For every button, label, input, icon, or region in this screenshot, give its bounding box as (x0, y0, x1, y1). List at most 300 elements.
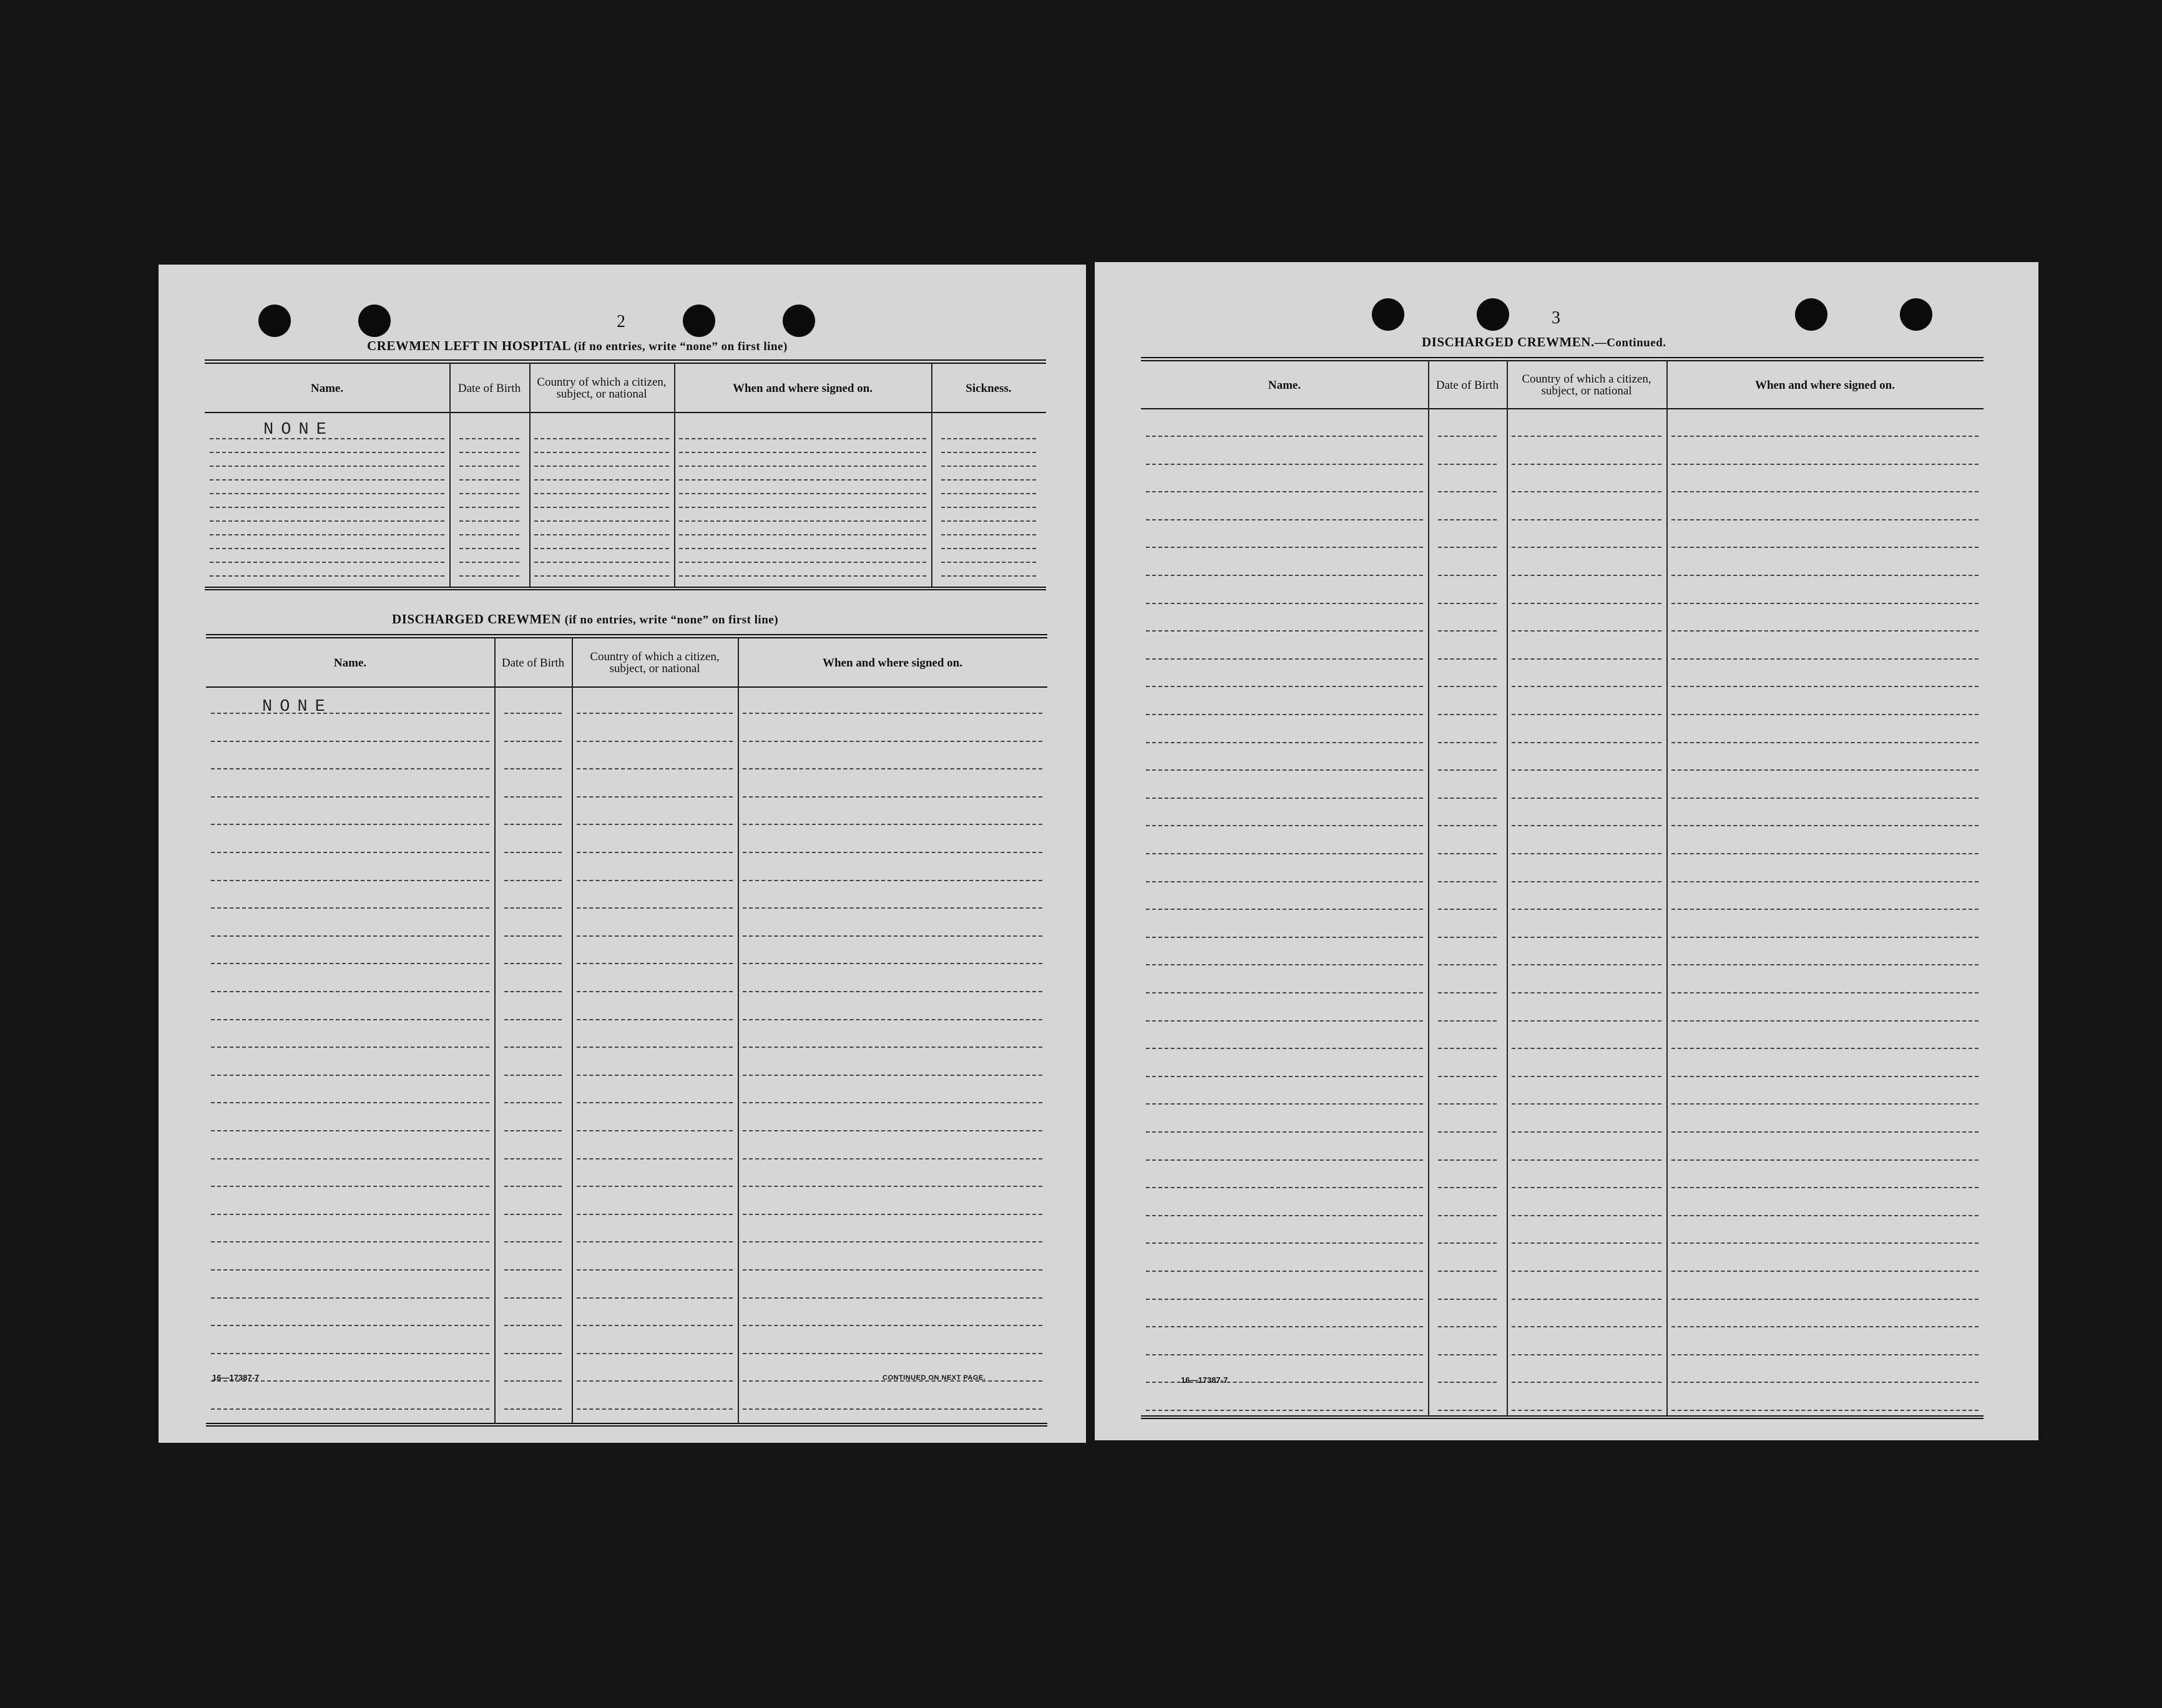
ruled-line (577, 935, 733, 937)
ruled-line (1671, 658, 1979, 660)
ruled-line (1671, 853, 1979, 854)
ruled-line (743, 1075, 1042, 1076)
ruled-line (1438, 1326, 1497, 1327)
ruled-line (210, 479, 444, 481)
ruled-line (1512, 630, 1661, 632)
ruled-line (743, 1158, 1042, 1159)
ruled-line (679, 575, 926, 577)
ruled-line (211, 1269, 489, 1271)
ruled-line (1671, 1382, 1979, 1383)
ruled-line (1512, 909, 1661, 910)
ruled-line (1671, 1103, 1979, 1105)
ruled-line (1512, 798, 1661, 799)
ruled-line (743, 796, 1042, 798)
ruled-line (1146, 630, 1423, 632)
ruled-line (1438, 964, 1497, 965)
ruled-line (941, 534, 1036, 535)
ruled-line (679, 562, 926, 563)
ruled-line (504, 1380, 562, 1382)
ruled-line (941, 575, 1036, 577)
ruled-line (941, 479, 1036, 481)
ruled-line (743, 1186, 1042, 1187)
ruled-line (577, 1214, 733, 1215)
ruled-line (743, 1214, 1042, 1215)
discharged-table (206, 634, 1047, 1427)
ruled-line (210, 520, 444, 522)
ruled-line (1438, 714, 1497, 715)
ruled-line (577, 1186, 733, 1187)
section-title (1422, 334, 1666, 350)
ruled-line (1512, 1076, 1661, 1077)
ruled-line (459, 452, 519, 453)
ruled-line (1438, 992, 1497, 993)
ruled-line (1146, 519, 1423, 520)
ruled-line (577, 1019, 733, 1020)
ruled-line (1146, 1215, 1423, 1216)
ruled-line (743, 1408, 1042, 1410)
ruled-line (1146, 1131, 1423, 1133)
ruled-line (534, 562, 669, 563)
ruled-line (577, 1158, 733, 1159)
ruled-line (743, 880, 1042, 881)
ruled-line (534, 507, 669, 508)
ruled-line (577, 1408, 733, 1410)
ruled-line (1512, 1159, 1661, 1161)
ruled-line (1146, 603, 1423, 604)
ruled-line (1671, 825, 1979, 826)
ruled-line (1671, 575, 1979, 576)
ruled-line (743, 1102, 1042, 1103)
ruled-line (743, 935, 1042, 937)
ruled-line (1438, 825, 1497, 826)
ruled-line (504, 1186, 562, 1187)
ruled-line (534, 438, 669, 439)
ruled-line (534, 520, 669, 522)
ruled-line (743, 991, 1042, 992)
ruled-line (1671, 603, 1979, 604)
ruled-line (1438, 798, 1497, 799)
ruled-line (534, 548, 669, 549)
ruled-line (211, 935, 489, 937)
header-dob: Date of Birth (501, 656, 565, 670)
ruled-line (1438, 1020, 1497, 1022)
ruled-line (679, 479, 926, 481)
ruled-line (1671, 992, 1979, 993)
ruled-line (1438, 575, 1497, 576)
ruled-line (1146, 491, 1423, 492)
table-top-rule (206, 634, 1047, 638)
ruled-line (577, 963, 733, 964)
ruled-line (743, 1297, 1042, 1299)
ruled-line (211, 713, 489, 714)
ruled-line (211, 1186, 489, 1187)
ruled-line (1671, 1242, 1979, 1244)
ruled-line (1438, 1215, 1497, 1216)
column-divider (494, 638, 496, 1423)
ruled-line (211, 1130, 489, 1131)
ruled-line (504, 713, 562, 714)
ruled-line (1512, 964, 1661, 965)
ruled-line (504, 1158, 562, 1159)
ruled-line (210, 562, 444, 563)
punch-hole (1900, 298, 1932, 331)
ruled-line (1512, 1242, 1661, 1244)
ruled-line (1438, 1103, 1497, 1105)
ruled-line (679, 507, 926, 508)
ruled-line (459, 438, 519, 439)
ruled-line (1512, 853, 1661, 854)
ruled-line (577, 1269, 733, 1271)
ruled-line (459, 575, 519, 577)
ruled-line (1512, 937, 1661, 938)
table-top-rule (205, 359, 1046, 364)
ruled-line (210, 507, 444, 508)
ruled-line (1512, 1382, 1661, 1383)
ruled-line (1438, 1271, 1497, 1272)
ruled-line (1671, 881, 1979, 882)
ruled-line (504, 1047, 562, 1048)
ruled-line (1146, 1299, 1423, 1300)
column-divider (572, 638, 573, 1423)
ruled-line (211, 1241, 489, 1242)
ruled-line (1512, 1103, 1661, 1105)
ruled-line (1146, 1020, 1423, 1022)
ruled-line (1512, 547, 1661, 548)
ruled-line (211, 1158, 489, 1159)
ruled-line (211, 852, 489, 853)
ruled-line (1438, 464, 1497, 465)
table-bottom-rule (1141, 1415, 1983, 1419)
punch-hole (358, 305, 391, 337)
header-country: Country of which a citizen, subject, or national (1522, 373, 1651, 398)
ruled-line (941, 520, 1036, 522)
header-signed-on: When and where signed on. (822, 656, 962, 670)
ruled-line (211, 1047, 489, 1048)
ruled-line (1146, 436, 1423, 437)
ruled-line (1671, 714, 1979, 715)
header-dob: Date of Birth (457, 381, 521, 395)
ruled-line (941, 438, 1036, 439)
section-title-text: DISCHARGED CREWMEN. (1422, 334, 1595, 349)
ruled-line (743, 768, 1042, 769)
ruled-line (1438, 1382, 1497, 1383)
ruled-line (577, 1130, 733, 1131)
ruled-line (577, 768, 733, 769)
ruled-line (577, 824, 733, 825)
ruled-line (577, 1102, 733, 1103)
discharged-continued-table (1141, 357, 1983, 1419)
ruled-line (1512, 1215, 1661, 1216)
ruled-line (1438, 1242, 1497, 1244)
ruled-line (211, 1214, 489, 1215)
header-name: Name. (1268, 378, 1301, 392)
ruled-line (210, 466, 444, 467)
ruled-line (504, 1102, 562, 1103)
ruled-line (1146, 937, 1423, 938)
ruled-line (504, 1269, 562, 1271)
ruled-line (1146, 909, 1423, 910)
ruled-line (743, 824, 1042, 825)
ruled-line (1438, 1410, 1497, 1411)
ruled-line (941, 562, 1036, 563)
header-name: Name. (333, 656, 367, 670)
ruled-line (504, 796, 562, 798)
ruled-line (504, 1130, 562, 1131)
ruled-line (211, 1353, 489, 1354)
ruled-line (459, 520, 519, 522)
ruled-line (1512, 825, 1661, 826)
ruled-line (1512, 436, 1661, 437)
hospital-table (205, 359, 1046, 590)
ruled-line (211, 796, 489, 798)
ruled-line (1512, 1187, 1661, 1188)
column-divider (1507, 361, 1508, 1415)
ruled-line (679, 452, 926, 453)
ruled-line (504, 1408, 562, 1410)
column-divider (738, 638, 739, 1423)
hospital-entry-value: NONE (263, 421, 334, 439)
ruled-line (1438, 686, 1497, 687)
ruled-line (1512, 464, 1661, 465)
ruled-line (1146, 1187, 1423, 1188)
ruled-line (1671, 769, 1979, 771)
ruled-line (1671, 630, 1979, 632)
header-dob: Date of Birth (1436, 378, 1499, 392)
ruled-line (210, 493, 444, 494)
ruled-line (1146, 686, 1423, 687)
section-title-text: DISCHARGED CREWMEN (392, 612, 561, 627)
ruled-line (210, 548, 444, 549)
ruled-line (1438, 742, 1497, 743)
ruled-line (459, 562, 519, 563)
ruled-line (1671, 1410, 1979, 1411)
ruled-line (1146, 742, 1423, 743)
ruled-line (679, 466, 926, 467)
ruled-line (211, 907, 489, 909)
column-divider (1666, 361, 1668, 1415)
ruled-line (1671, 464, 1979, 465)
ruled-line (1512, 742, 1661, 743)
page-number: 2 (617, 312, 625, 331)
ruled-line (504, 824, 562, 825)
ruled-line (534, 493, 669, 494)
header-signed-on: When and where signed on. (1754, 378, 1895, 392)
punch-hole (783, 305, 815, 337)
ruled-line (1438, 881, 1497, 882)
ruled-line (941, 452, 1036, 453)
ruled-line (679, 534, 926, 535)
hospital-section-title (367, 338, 788, 354)
ruled-line (1438, 909, 1497, 910)
header-sickness: Sickness. (966, 381, 1012, 395)
ruled-line (1671, 547, 1979, 548)
ruled-line (1671, 1271, 1979, 1272)
ruled-line (1512, 1048, 1661, 1049)
ruled-line (1671, 1076, 1979, 1077)
ruled-line (743, 1019, 1042, 1020)
ruled-line (1146, 658, 1423, 660)
ruled-line (679, 548, 926, 549)
ruled-line (534, 575, 669, 577)
ruled-line (504, 852, 562, 853)
ruled-line (504, 1241, 562, 1242)
ruled-line (743, 1325, 1042, 1326)
ruled-line (1146, 547, 1423, 548)
table-bottom-rule (206, 1423, 1047, 1427)
ruled-line (577, 907, 733, 909)
ruled-line (459, 507, 519, 508)
ruled-line (1146, 1326, 1423, 1327)
ruled-line (1438, 937, 1497, 938)
continued-note: CONTINUED ON NEXT PAGE. (883, 1374, 986, 1382)
header-name: Name. (310, 381, 344, 395)
ruled-line (504, 1019, 562, 1020)
section-instruction: (if no entries, write “none” on first line) (564, 613, 779, 627)
ruled-line (1438, 1159, 1497, 1161)
ruled-line (679, 438, 926, 439)
ruled-line (504, 1353, 562, 1354)
ruled-line (1146, 853, 1423, 854)
ruled-line (743, 713, 1042, 714)
ruled-line (743, 1353, 1042, 1354)
ruled-line (941, 548, 1036, 549)
ruled-line (1438, 603, 1497, 604)
ruled-line (577, 796, 733, 798)
table-header-rule (206, 686, 1047, 688)
ruled-line (577, 741, 733, 742)
ruled-line (210, 452, 444, 453)
ruled-line (743, 1269, 1042, 1271)
ruled-line (504, 963, 562, 964)
ruled-line (210, 575, 444, 577)
ruled-line (211, 741, 489, 742)
ruled-line (1671, 798, 1979, 799)
ruled-line (1438, 1299, 1497, 1300)
ruled-line (577, 1325, 733, 1326)
ruled-line (1512, 992, 1661, 993)
ruled-line (1512, 686, 1661, 687)
ruled-line (1671, 937, 1979, 938)
form-number: 16—17387-7 (1181, 1375, 1228, 1385)
ruled-line (1512, 769, 1661, 771)
ruled-line (534, 466, 669, 467)
left-page (159, 265, 1086, 1443)
ruled-line (577, 991, 733, 992)
ruled-line (1671, 742, 1979, 743)
ruled-line (1671, 1215, 1979, 1216)
ruled-line (1146, 1242, 1423, 1244)
ruled-line (679, 493, 926, 494)
ruled-line (1146, 1048, 1423, 1049)
ruled-line (1512, 1020, 1661, 1022)
ruled-line (743, 1241, 1042, 1242)
ruled-line (1671, 964, 1979, 965)
ruled-line (1512, 1410, 1661, 1411)
ruled-line (211, 768, 489, 769)
ruled-line (211, 1019, 489, 1020)
ruled-line (1671, 519, 1979, 520)
ruled-line (743, 1047, 1042, 1048)
ruled-line (504, 880, 562, 881)
ruled-line (1671, 1187, 1979, 1188)
ruled-line (1671, 1131, 1979, 1133)
ruled-line (534, 534, 669, 535)
ruled-line (459, 479, 519, 481)
section-title-suffix: —Continued. (1594, 336, 1666, 349)
ruled-line (1438, 547, 1497, 548)
ruled-line (211, 991, 489, 992)
ruled-line (1146, 769, 1423, 771)
ruled-line (941, 507, 1036, 508)
form-number: 16—17387-7 (212, 1373, 260, 1382)
ruled-line (459, 466, 519, 467)
ruled-line (1146, 1103, 1423, 1105)
ruled-line (504, 991, 562, 992)
ruled-line (941, 493, 1036, 494)
ruled-line (1512, 1354, 1661, 1355)
ruled-line (504, 741, 562, 742)
punch-hole (1477, 298, 1509, 331)
ruled-line (1671, 1048, 1979, 1049)
ruled-line (210, 534, 444, 535)
ruled-line (1146, 714, 1423, 715)
ruled-line (1146, 1271, 1423, 1272)
ruled-line (577, 1353, 733, 1354)
ruled-line (1671, 1354, 1979, 1355)
ruled-line (1438, 853, 1497, 854)
ruled-line (577, 1075, 733, 1076)
ruled-line (1146, 575, 1423, 576)
ruled-line (1438, 436, 1497, 437)
ruled-line (1438, 1187, 1497, 1188)
ruled-line (577, 1380, 733, 1382)
ruled-line (1146, 992, 1423, 993)
ruled-line (743, 907, 1042, 909)
ruled-line (1146, 798, 1423, 799)
ruled-line (211, 824, 489, 825)
ruled-line (1671, 491, 1979, 492)
ruled-line (1512, 603, 1661, 604)
section-title-text: CREWMEN LEFT IN HOSPITAL (367, 338, 570, 353)
ruled-line (1438, 1076, 1497, 1077)
ruled-line (577, 1047, 733, 1048)
punch-hole (683, 305, 715, 337)
ruled-line (743, 963, 1042, 964)
ruled-line (504, 1075, 562, 1076)
table-bottom-rule (205, 587, 1046, 590)
column-divider (529, 363, 531, 587)
ruled-line (1146, 1354, 1423, 1355)
ruled-line (1146, 1410, 1423, 1411)
ruled-line (1438, 491, 1497, 492)
ruled-line (211, 1408, 489, 1410)
ruled-line (577, 1297, 733, 1299)
ruled-line (1438, 1048, 1497, 1049)
section-instruction: (if no entries, write “none” on first line) (574, 340, 788, 353)
page-number: 3 (1552, 308, 1560, 328)
ruled-line (743, 1130, 1042, 1131)
header-country: Country of which a citizen, subject, or national (590, 650, 720, 675)
ruled-line (211, 1297, 489, 1299)
ruled-line (1671, 436, 1979, 437)
ruled-line (504, 1297, 562, 1299)
punch-hole (1372, 298, 1404, 331)
table-header-rule (205, 412, 1046, 413)
ruled-line (211, 1325, 489, 1326)
ruled-line (534, 479, 669, 481)
ruled-line (577, 713, 733, 714)
ruled-line (1512, 658, 1661, 660)
